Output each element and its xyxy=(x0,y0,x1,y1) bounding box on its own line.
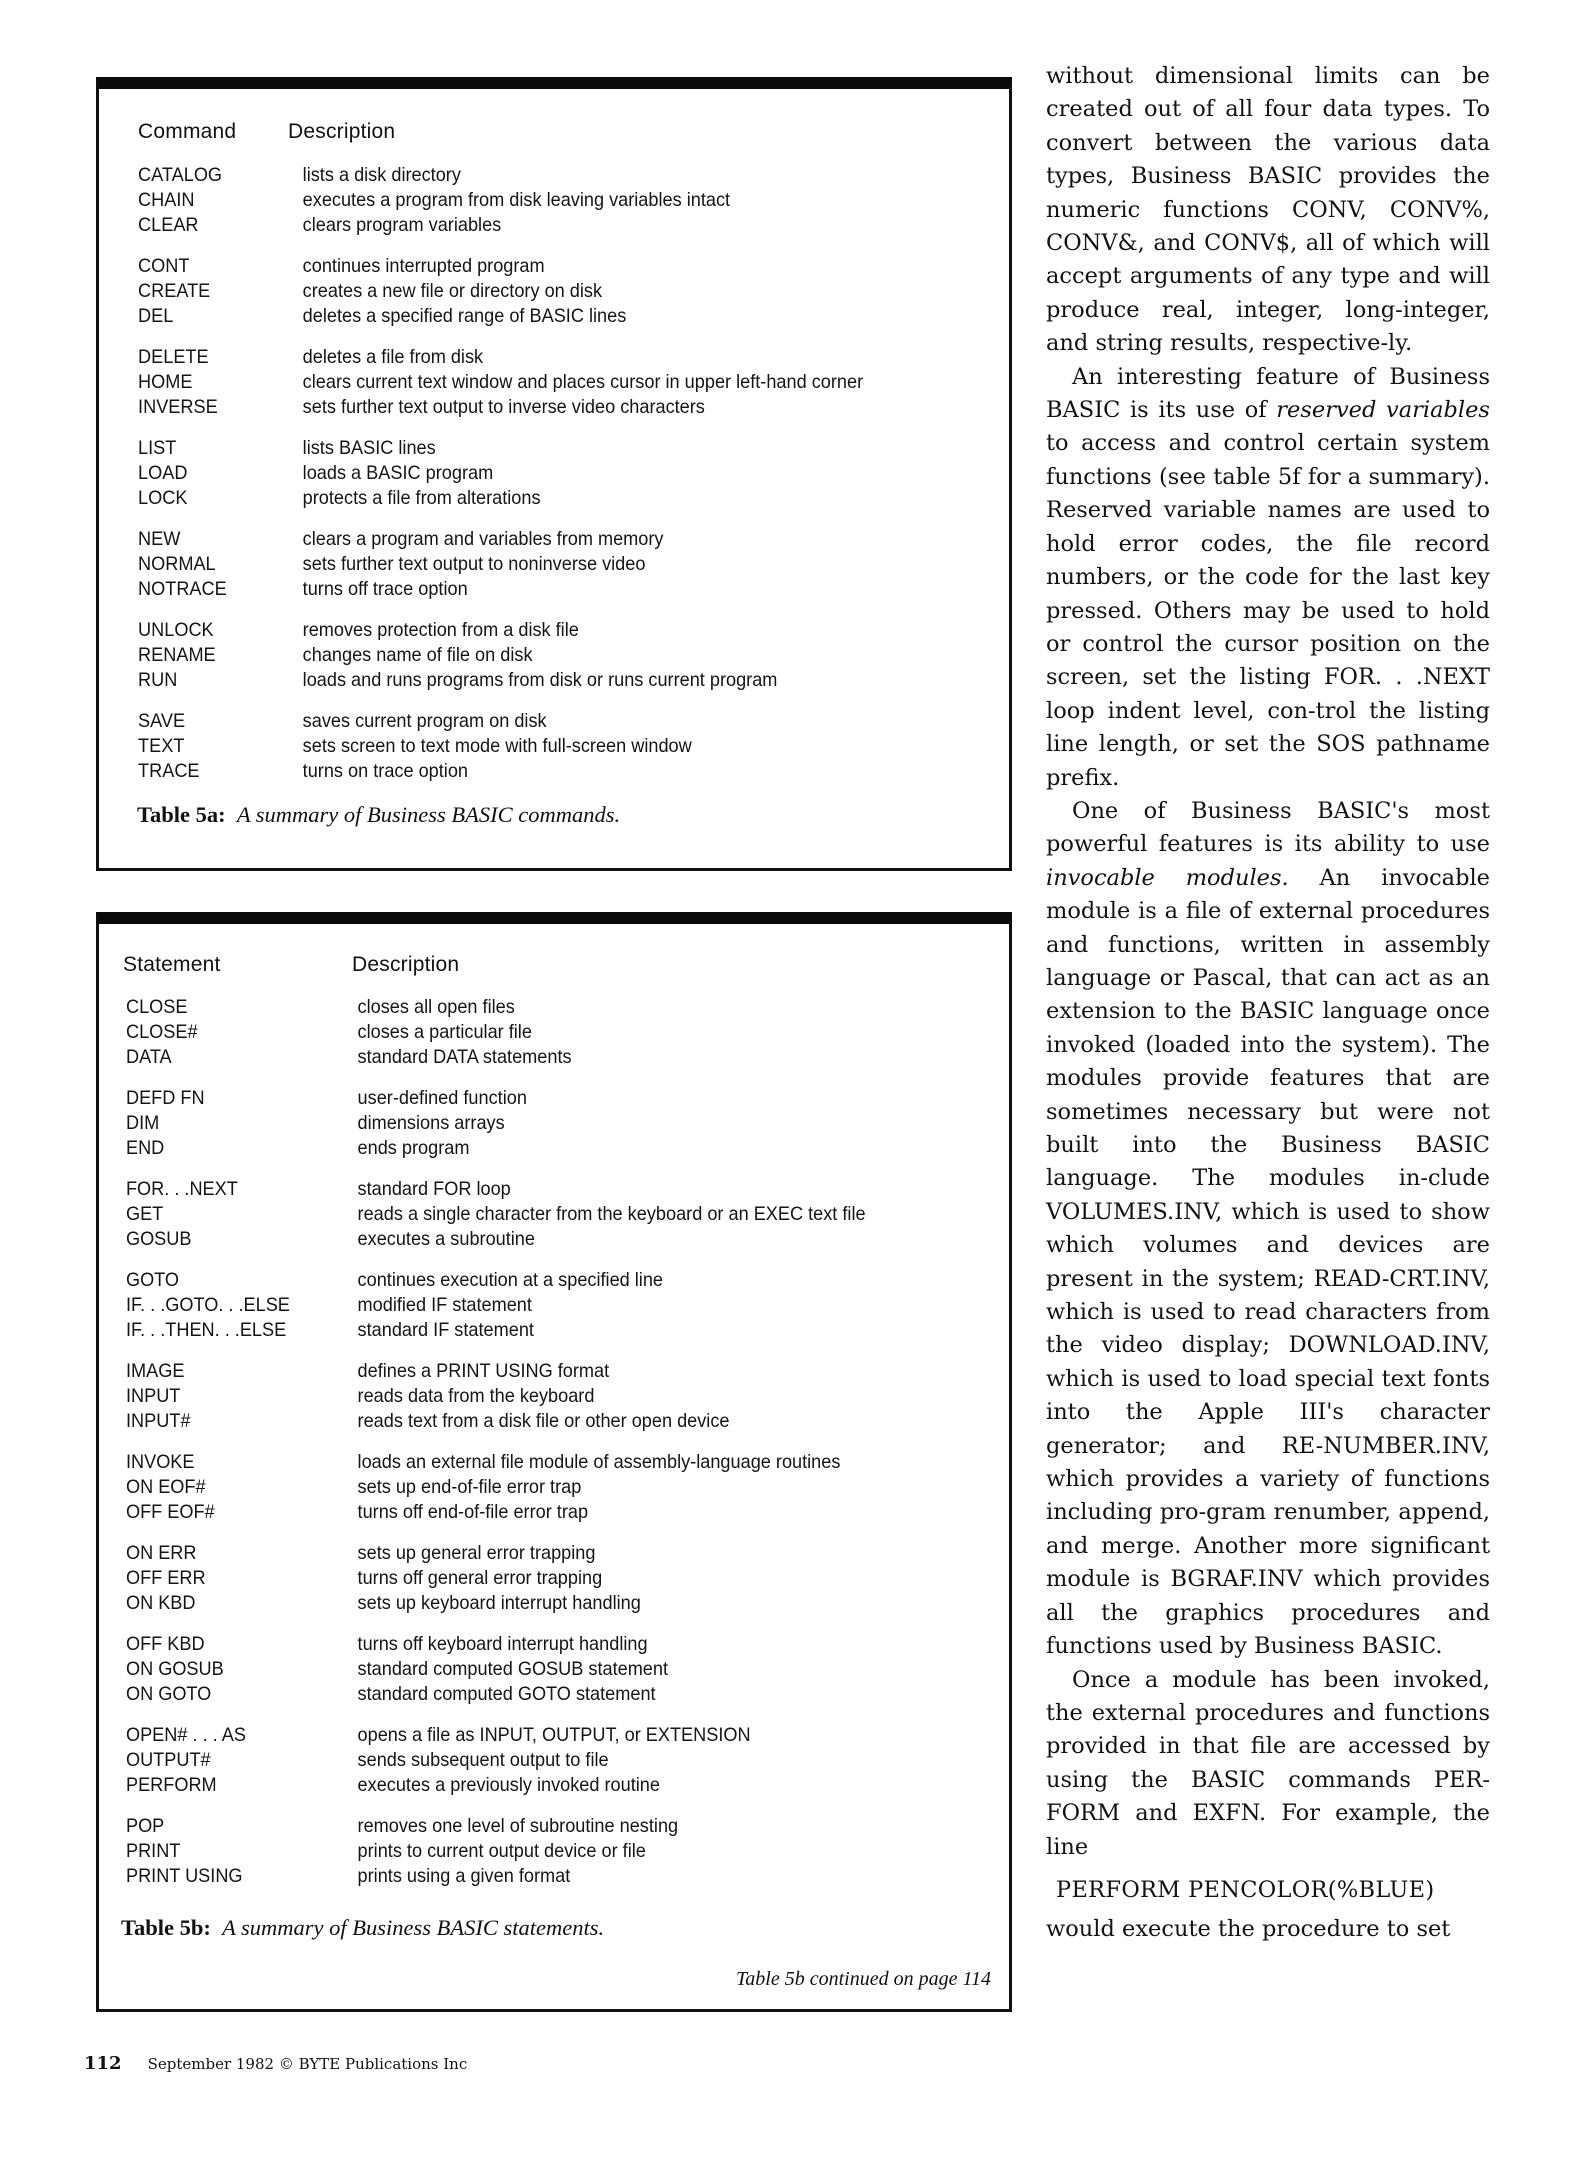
table-row xyxy=(99,734,945,759)
description-cell: modified IF statement xyxy=(357,1294,532,1316)
keyword-cell: LOAD xyxy=(138,462,188,484)
keyword-cell: GET xyxy=(125,1203,164,1225)
keyword-cell: LIST xyxy=(138,437,177,459)
code-example: PERFORM PENCOLOR(%BLUE) xyxy=(1056,1876,1435,1903)
keyword-cell: CLEAR xyxy=(138,214,199,236)
keyword-cell: PERFORM xyxy=(125,1774,217,1796)
table-5a xyxy=(96,77,1012,871)
keyword-cell: ON GOTO xyxy=(125,1683,212,1705)
table-row xyxy=(99,163,945,188)
keyword-cell: INPUT xyxy=(125,1385,181,1407)
row-group xyxy=(99,1541,1009,1616)
table-row xyxy=(99,304,945,329)
description-cell: executes a program from disk leaving variables intact xyxy=(302,189,731,211)
emphasis-invocable-modules: invocable modules. xyxy=(1046,864,1289,891)
description-cell: sets up keyboard interrupt handling xyxy=(357,1592,641,1614)
table-row xyxy=(99,1045,945,1070)
table-row xyxy=(99,1020,945,1045)
description-cell: loads and runs programs from disk or runs current program xyxy=(302,669,778,691)
keyword-cell: OPEN# . . . AS xyxy=(125,1724,246,1746)
keyword-cell: INPUT# xyxy=(125,1410,191,1432)
description-cell: loads a BASIC program xyxy=(302,462,494,484)
row-group xyxy=(99,1632,1009,1707)
description-cell: loads an external file module of assembly-language routines xyxy=(357,1451,841,1473)
description-cell: ends program xyxy=(357,1137,470,1159)
table-row xyxy=(99,1748,945,1773)
table-row xyxy=(99,370,945,395)
table-row xyxy=(99,1177,945,1202)
paragraph-1: without dimensional limits can be created out of all four data types. To convert between the various data types, Business BASIC provides the numeric functions CONV, CONV%, CONV&, and CONV$, all of which will accept arguments of any type and will produce real, integer, long-integer, and string results, respective-ly. xyxy=(1046,63,1490,357)
description-cell: user-defined function xyxy=(357,1087,527,1109)
keyword-cell: GOSUB xyxy=(125,1228,192,1250)
table-row xyxy=(99,1136,945,1161)
description-cell: continues execution at a specified line xyxy=(357,1269,664,1291)
table-row xyxy=(99,1773,945,1798)
table-row xyxy=(99,618,945,643)
description-cell: reads data from the keyboard xyxy=(357,1385,595,1407)
keyword-cell: DEL xyxy=(138,305,174,327)
paragraph-4: Once a module has been invoked, the external procedures and functions provided in that file are accessed by using the BASIC commands PER-FORM and EXFN. For example, the line xyxy=(1046,1666,1490,1860)
table-row xyxy=(99,1657,945,1682)
table-row xyxy=(99,486,945,511)
description-cell: executes a subroutine xyxy=(357,1228,535,1250)
keyword-cell: ON KBD xyxy=(125,1592,196,1614)
table-5a-header-description: Description xyxy=(288,120,396,143)
keyword-cell: IF. . .GOTO. . .ELSE xyxy=(125,1294,290,1316)
row-group xyxy=(99,163,1009,238)
keyword-cell: CATALOG xyxy=(138,164,223,186)
row-group xyxy=(99,1268,1009,1343)
description-cell: clears program variables xyxy=(302,214,502,236)
description-cell: turns off general error trapping xyxy=(357,1567,603,1589)
table-row xyxy=(99,1723,945,1748)
description-cell: standard FOR loop xyxy=(357,1178,511,1200)
table-row xyxy=(99,188,945,213)
keyword-cell: OUTPUT# xyxy=(125,1749,211,1771)
description-cell: standard computed GOTO statement xyxy=(357,1683,656,1705)
description-cell: defines a PRINT USING format xyxy=(357,1360,610,1382)
paragraph-3 xyxy=(1046,795,1490,1664)
table-row xyxy=(99,759,945,784)
keyword-cell: DIM xyxy=(125,1112,160,1134)
row-group xyxy=(99,1814,1009,1889)
table-row xyxy=(99,668,945,693)
row-group xyxy=(99,709,1009,784)
table-row xyxy=(99,213,945,238)
table-row xyxy=(99,1227,945,1252)
keyword-cell: INVERSE xyxy=(138,396,218,418)
table-row xyxy=(99,709,945,734)
description-cell: turns off trace option xyxy=(302,578,468,600)
keyword-cell: OFF EOF# xyxy=(125,1501,215,1523)
table-row xyxy=(99,1566,945,1591)
keyword-cell: PRINT USING xyxy=(125,1865,243,1887)
keyword-cell: TEXT xyxy=(138,735,185,757)
table-row xyxy=(99,1500,945,1525)
table-row xyxy=(99,1682,945,1707)
description-cell: turns off keyboard interrupt handling xyxy=(357,1633,648,1655)
row-group xyxy=(99,436,1009,511)
keyword-cell: OFF KBD xyxy=(125,1633,205,1655)
keyword-cell: POP xyxy=(125,1815,165,1837)
row-group xyxy=(99,1450,1009,1525)
table-row xyxy=(99,1409,945,1434)
table-row xyxy=(99,395,945,420)
keyword-cell: SAVE xyxy=(138,710,186,732)
table-continued-note: Table 5b continued on page 114 xyxy=(736,1968,991,1990)
table-row xyxy=(99,461,945,486)
row-group xyxy=(99,345,1009,420)
keyword-cell: GOTO xyxy=(125,1269,180,1291)
paragraph-5: would execute the procedure to set xyxy=(1046,1916,1451,1943)
description-cell: standard IF statement xyxy=(357,1319,534,1341)
text-span: An invocable module is a file of external procedures and functions, written in assembly language or Pascal, that can act as an extension to the BASIC language once invoked (loaded into the system). The modules provide features that are sometimes necessary but were not built into the Business BASIC language. The modules in-clude VOLUMES.INV, which is used to show which volumes and devices are present in the system; READ-CRT.INV, which is used to read characters from the video display; DOWNLOAD.INV, which is used to load special text fonts into the Apple III's character generator; and RE-NUMBER.INV, which provides a variety of functions including pro-gram renumber, append, and merge. Another more significant module is BGRAF.INV which provides all the graphics procedures and functions used by Business BASIC. xyxy=(1046,864,1490,1660)
table-5b-caption xyxy=(121,1915,604,1941)
keyword-cell: OFF ERR xyxy=(125,1567,206,1589)
description-cell: turns off end-of-file error trap xyxy=(357,1501,589,1523)
keyword-cell: END xyxy=(125,1137,165,1159)
table-row xyxy=(99,1475,945,1500)
text-span: An interesting feature of Business BASIC is its use of xyxy=(1046,363,1490,424)
description-cell: turns on trace option xyxy=(302,760,469,782)
description-cell: removes protection from a disk file xyxy=(302,619,579,641)
description-cell: removes one level of subroutine nesting xyxy=(357,1815,679,1837)
page-number: 112 xyxy=(84,2053,122,2074)
description-cell: executes a previously invoked routine xyxy=(357,1774,660,1796)
keyword-cell: ON GOSUB xyxy=(125,1658,224,1680)
description-cell: sets up general error trapping xyxy=(357,1542,596,1564)
row-group xyxy=(99,1086,1009,1161)
table-row xyxy=(99,1111,945,1136)
row-group xyxy=(99,1177,1009,1252)
caption-label: Table 5a: xyxy=(137,802,226,827)
keyword-cell: NOTRACE xyxy=(138,578,227,600)
description-cell: standard DATA statements xyxy=(357,1046,572,1068)
keyword-cell: UNLOCK xyxy=(138,619,214,641)
description-cell: closes a particular file xyxy=(357,1021,532,1043)
keyword-cell: CREATE xyxy=(138,280,211,302)
keyword-cell: LOCK xyxy=(138,487,188,509)
table-5b-header-description: Description xyxy=(352,953,460,976)
table-row xyxy=(99,254,945,279)
description-cell: clears current text window and places cursor in upper left-hand corner xyxy=(302,371,864,393)
table-row xyxy=(99,345,945,370)
text-span: to access and control certain system functions (see table 5f for a summary). Reserved variable names are used to hold error codes, the file record numbers, or the code for the last key pressed. Others may be used to hold or control the cursor position on the screen, set the listing FOR. . .NEXT loop indent level, con-trol the listing line length, or set the SOS pathname prefix. xyxy=(1046,430,1490,791)
table-row xyxy=(99,995,945,1020)
emphasis-reserved-variables: reserved variables xyxy=(1276,397,1490,424)
keyword-cell: HOME xyxy=(138,371,193,393)
keyword-cell: RENAME xyxy=(138,644,216,666)
description-cell: dimensions arrays xyxy=(357,1112,505,1134)
table-row xyxy=(99,1359,945,1384)
description-cell: clears a program and variables from memory xyxy=(302,528,664,550)
row-group xyxy=(99,618,1009,693)
description-cell: sets up end-of-file error trap xyxy=(357,1476,582,1498)
table-row xyxy=(99,577,945,602)
table-row xyxy=(99,1541,945,1566)
description-cell: saves current program on disk xyxy=(302,710,547,732)
row-group xyxy=(99,527,1009,602)
table-5a-caption xyxy=(137,802,620,828)
article-column xyxy=(1046,60,1490,1947)
row-group xyxy=(99,995,1009,1070)
table-row xyxy=(99,1293,945,1318)
description-cell: reads a single character from the keyboard or an EXEC text file xyxy=(357,1203,866,1225)
description-cell: changes name of file on disk xyxy=(302,644,533,666)
row-group xyxy=(99,1359,1009,1434)
keyword-cell: CLOSE xyxy=(125,996,188,1018)
text-span: One of Business BASIC's most powerful features is its ability to use xyxy=(1046,797,1490,858)
table-row xyxy=(99,279,945,304)
keyword-cell: ON ERR xyxy=(125,1542,197,1564)
description-cell: reads text from a disk file or other open device xyxy=(357,1410,730,1432)
table-row xyxy=(99,436,945,461)
keyword-cell: CHAIN xyxy=(138,189,195,211)
caption-text: A summary of Business BASIC statements. xyxy=(222,1915,605,1940)
paragraph-2 xyxy=(1046,361,1490,795)
table-row xyxy=(99,1202,945,1227)
description-cell: standard computed GOSUB statement xyxy=(357,1658,669,1680)
caption-text: A summary of Business BASIC commands. xyxy=(236,802,621,827)
keyword-cell: IMAGE xyxy=(125,1360,185,1382)
description-cell: lists BASIC lines xyxy=(302,437,436,459)
description-cell: deletes a specified range of BASIC lines xyxy=(302,305,627,327)
keyword-cell: ON EOF# xyxy=(125,1476,206,1498)
table-row xyxy=(99,1632,945,1657)
description-cell: sends subsequent output to file xyxy=(357,1749,609,1771)
table-row xyxy=(99,1591,945,1616)
table-row xyxy=(99,1268,945,1293)
keyword-cell: DEFD FN xyxy=(125,1087,205,1109)
table-5a-header-command: Command xyxy=(138,120,237,143)
description-cell: deletes a file from disk xyxy=(302,346,484,368)
table-row xyxy=(99,1864,945,1889)
description-cell: prints using a given format xyxy=(357,1865,571,1887)
keyword-cell: CLOSE# xyxy=(125,1021,198,1043)
keyword-cell: INVOKE xyxy=(125,1451,195,1473)
description-cell: opens a file as INPUT, OUTPUT, or EXTENSION xyxy=(357,1724,751,1746)
description-cell: lists a disk directory xyxy=(302,164,461,186)
table-row xyxy=(99,1318,945,1343)
keyword-cell: CONT xyxy=(138,255,190,277)
keyword-cell: IF. . .THEN. . .ELSE xyxy=(125,1319,287,1341)
keyword-cell: DATA xyxy=(125,1046,172,1068)
table-5b xyxy=(96,912,1012,2012)
keyword-cell: NORMAL xyxy=(138,553,216,575)
keyword-cell: TRACE xyxy=(138,760,200,782)
table-row xyxy=(99,1814,945,1839)
table-row xyxy=(99,643,945,668)
description-cell: sets further text output to noninverse video xyxy=(302,553,646,575)
keyword-cell: DELETE xyxy=(138,346,209,368)
table-5b-header-statement: Statement xyxy=(123,953,221,976)
description-cell: sets screen to text mode with full-screen window xyxy=(302,735,692,757)
description-cell: creates a new file or directory on disk xyxy=(302,280,603,302)
table-row xyxy=(99,527,945,552)
table-row xyxy=(99,1839,945,1864)
description-cell: closes all open files xyxy=(357,996,515,1018)
keyword-cell: PRINT xyxy=(125,1840,181,1862)
table-row xyxy=(99,1450,945,1475)
description-cell: protects a file from alterations xyxy=(302,487,541,509)
keyword-cell: RUN xyxy=(138,669,178,691)
caption-label: Table 5b: xyxy=(121,1915,211,1940)
table-row xyxy=(99,1384,945,1409)
keyword-cell: FOR. . .NEXT xyxy=(125,1178,238,1200)
table-row xyxy=(99,552,945,577)
table-row xyxy=(99,1086,945,1111)
description-cell: sets further text output to inverse video characters xyxy=(302,396,705,418)
description-cell: continues interrupted program xyxy=(302,255,545,277)
row-group xyxy=(99,1723,1009,1798)
page-footer xyxy=(84,2053,467,2074)
description-cell: prints to current output device or file xyxy=(357,1840,646,1862)
keyword-cell: NEW xyxy=(138,528,181,550)
footer-credit: September 1982 © BYTE Publications Inc xyxy=(147,2055,468,2073)
row-group xyxy=(99,254,1009,329)
